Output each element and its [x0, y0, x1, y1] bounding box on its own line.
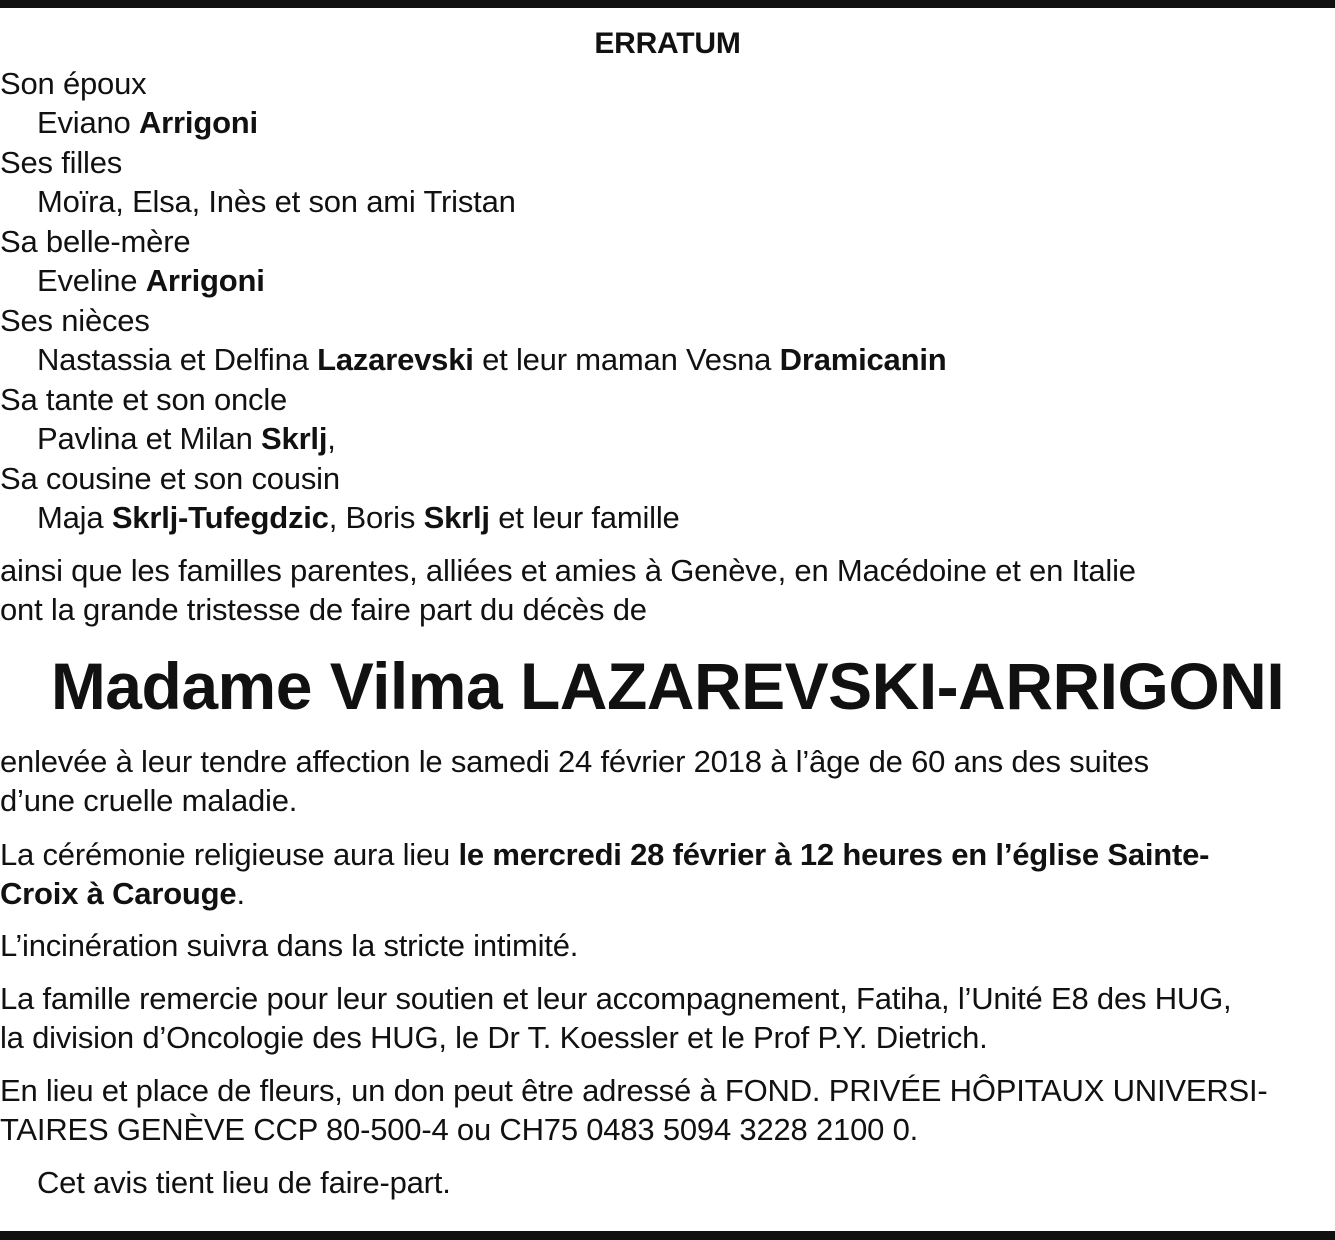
relation-nieces: Ses nièces — [0, 303, 150, 338]
family-member-text: et leur famille — [489, 500, 680, 535]
family-member-text: Maja — [37, 500, 112, 535]
member-line-spouse — [37, 103, 258, 142]
family-surname: Arrigoni — [145, 263, 265, 298]
family-member-text: Pavlina et Milan — [37, 421, 262, 456]
thanks-line-2: la division d’Oncologie des HUG, le Dr T. Koessler et le Prof P.Y. Dietrich. — [0, 1020, 988, 1055]
top-rule — [0, 0, 1335, 8]
relation-daughters: Ses filles — [0, 145, 123, 180]
ceremony-date-place: le mercredi 28 février à 12 heures en l’église Sainte- — [458, 837, 1210, 872]
family-member-text: et leur maman Vesna — [473, 342, 780, 377]
donation-line-1: En lieu et place de fleurs, un don peut être adressé à FOND. PRIVÉE HÔPITAUX UNIVERSI- — [0, 1073, 1268, 1108]
family-surname: Dramicanin — [779, 342, 947, 377]
relation-mother-in-law: Sa belle-mère — [0, 224, 191, 259]
family-surname: Lazarevski — [317, 342, 474, 377]
member-line-mother-in-law — [37, 261, 265, 300]
relation-aunt-uncle: Sa tante et son oncle — [0, 382, 288, 417]
relation-spouse: Son époux — [0, 66, 147, 101]
thanks-line-1: La famille remercie pour leur soutien et leur accompagnement, Fatiha, l’Unité E8 des HUG, — [0, 981, 1232, 1016]
intro-line-2: ont la grande tristesse de faire part du décès de — [0, 592, 647, 627]
ceremony-line-2 — [0, 874, 245, 913]
family-member-text: Moïra, Elsa, Inès et son ami Tristan — [37, 184, 516, 219]
erratum-heading: ERRATUM — [594, 27, 741, 60]
family-member-text: , — [327, 421, 336, 456]
ceremony-place: Croix à Carouge — [0, 876, 237, 911]
deceased-name: Madame Vilma LAZAREVSKI-ARRIGONI — [50, 649, 1285, 723]
ceremony-text: La cérémonie religieuse aura lieu — [0, 837, 459, 872]
closing-note: Cet avis tient lieu de faire-part. — [37, 1165, 451, 1200]
member-line-aunt-uncle — [37, 419, 336, 458]
relation-cousins: Sa cousine et son cousin — [0, 461, 340, 496]
intro-line-1: ainsi que les familles parentes, alliées et amies à Genève, en Macédoine et en Italie — [0, 553, 1136, 588]
donation-line-2: TAIRES GENÈVE CCP 80-500-4 ou CH75 0483 5094 3228 2100 0. — [0, 1112, 919, 1147]
family-surname: Arrigoni — [139, 105, 258, 140]
family-member-text: , Boris — [328, 500, 424, 535]
member-line-nieces — [37, 340, 946, 379]
cremation-note: L’incinération suivra dans la stricte intimité. — [0, 928, 579, 963]
family-surname: Skrlj-Tufegdzic — [111, 500, 329, 535]
death-line-1: enlevée à leur tendre affection le samedi 24 février 2018 à l’âge de 60 ans des suites — [0, 744, 1149, 779]
family-member-text: Eveline — [37, 263, 146, 298]
family-surname: Skrlj — [423, 500, 490, 535]
family-member-text: Nastassia et Delfina — [37, 342, 318, 377]
member-line-cousins — [37, 498, 680, 537]
family-member-text: Eviano — [37, 105, 139, 140]
ceremony-period: . — [236, 876, 245, 911]
death-line-2: d’une cruelle maladie. — [0, 783, 298, 818]
bottom-rule — [0, 1231, 1335, 1240]
ceremony-line-1 — [0, 835, 1209, 874]
family-surname: Skrlj — [261, 421, 328, 456]
member-line-daughters — [37, 182, 516, 221]
